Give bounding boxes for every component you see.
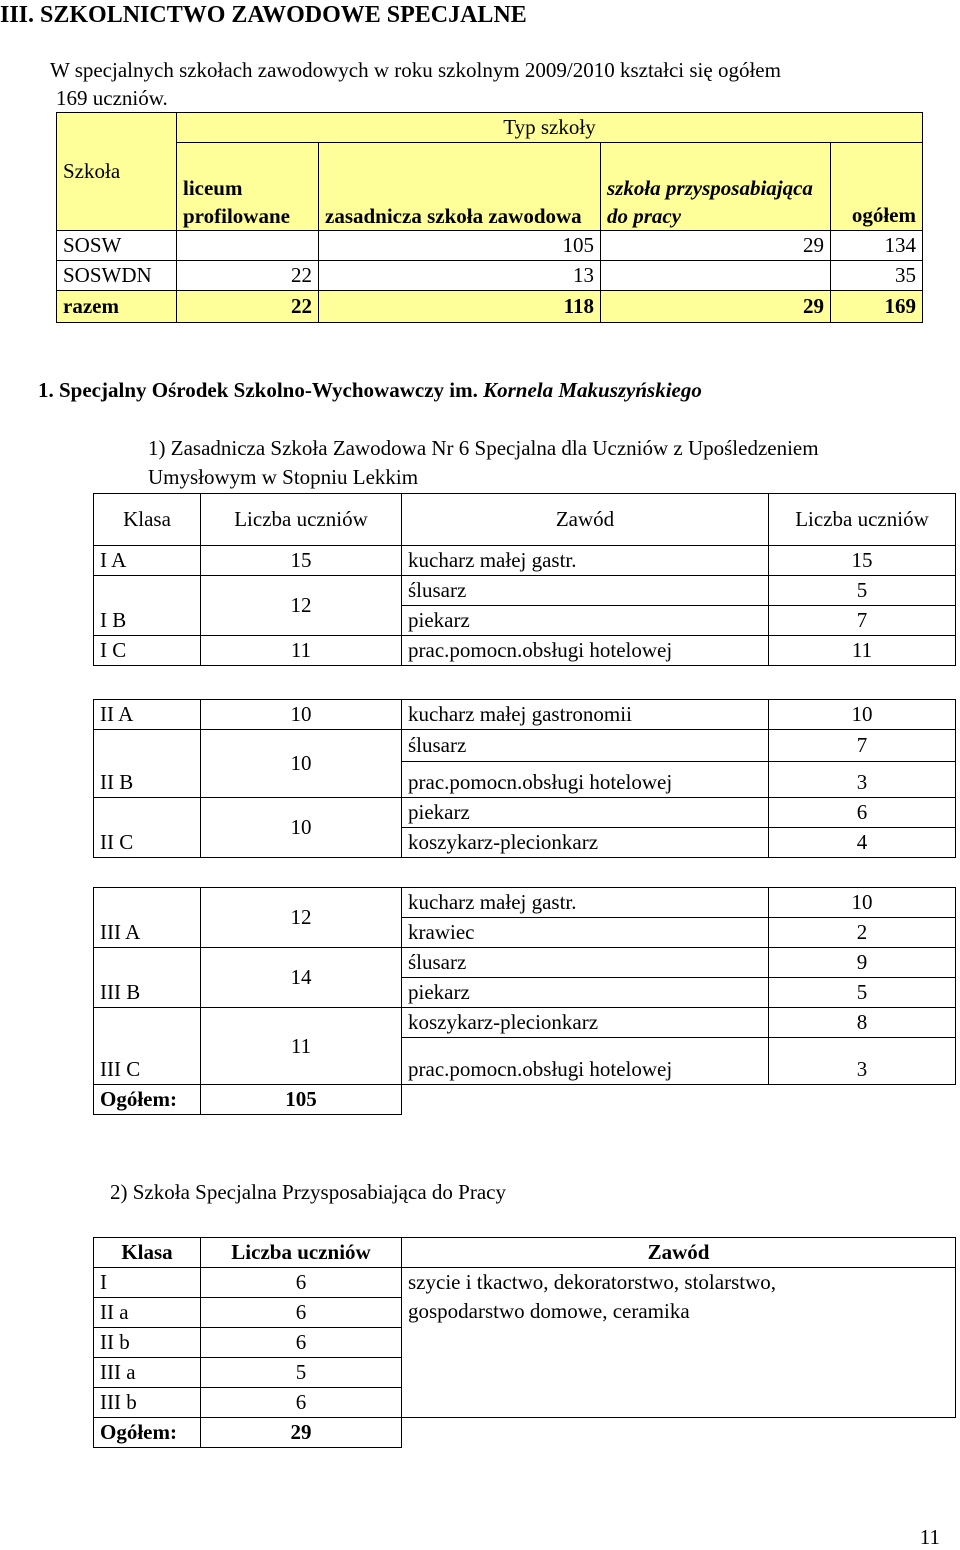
zsz-header-klasa: Klasa (94, 494, 201, 546)
zsz-zawod-liczba: 3 (769, 1038, 956, 1085)
zsz-zawod: piekarz (402, 978, 769, 1008)
page-heading: III. SZKOLNICTWO ZAWODOWE SPECJALNE (0, 2, 527, 28)
ssp-klasa: III b (94, 1388, 201, 1418)
ssp-liczba: 5 (201, 1358, 402, 1388)
zsz-liczba: 12 (201, 576, 402, 636)
zsz-zawod-liczba: 7 (769, 730, 956, 762)
zsz-zawod: piekarz (402, 606, 769, 636)
zsz-klasa: III B (94, 948, 201, 1008)
zsz-table-year-2 (93, 699, 956, 858)
zsz-klasa: II A (94, 700, 201, 730)
ssp-klasa: II a (94, 1298, 201, 1328)
zsz-liczba: 12 (201, 888, 402, 948)
zsz-zawod-liczba: 10 (769, 888, 956, 918)
zsz-klasa: III A (94, 888, 201, 948)
zsz-zawod-liczba: 8 (769, 1008, 956, 1038)
summary-cell (177, 231, 319, 261)
zsz-zawod: prac.pomocn.obsługi hotelowej (402, 636, 769, 666)
zsz-zawod-liczba: 10 (769, 700, 956, 730)
summary-cell: 105 (319, 231, 601, 261)
summary-header-liceum: liceum profilowane (177, 143, 319, 231)
ssp-liczba: 6 (201, 1298, 402, 1328)
zsz-liczba: 11 (201, 636, 402, 666)
zsz-header-liczba-2: Liczba uczniów (769, 494, 956, 546)
summary-cell: 29 (601, 231, 831, 261)
summary-header-zsz: zasadnicza szkoła zawodowa (319, 143, 601, 231)
zsz-zawod-liczba: 5 (769, 576, 956, 606)
zsz-zawod: ślusarz (402, 730, 769, 762)
summary-row-name: razem (57, 291, 177, 323)
ssp-klasa: III a (94, 1358, 201, 1388)
summary-header-szp: szkoła przysposabiająca do pracy (601, 143, 831, 231)
subsection-2-title: 2) Szkoła Specjalna Przysposabiająca do Pracy (110, 1180, 506, 1204)
zsz-zawod: ślusarz (402, 948, 769, 978)
ssp-header-klasa: Klasa (94, 1238, 201, 1268)
zsz-zawod-liczba: 2 (769, 918, 956, 948)
zsz-zawod: prac.pomocn.obsługi hotelowej (402, 762, 769, 798)
zsz-liczba: 11 (201, 1008, 402, 1085)
zsz-klasa: I C (94, 636, 201, 666)
ssp-zawod (402, 1268, 956, 1418)
zsz-zawod-liczba: 7 (769, 606, 956, 636)
zsz-zawod-liczba: 5 (769, 978, 956, 1008)
section-1-title-plain: 1. Specjalny Ośrodek Szkolno-Wychowawczy im. (38, 378, 484, 402)
intro-line-1: W specjalnych szkołach zawodowych w roku szkolnym 2009/2010 kształci się ogółem (50, 58, 781, 82)
ssp-total: 29 (201, 1418, 402, 1448)
zsz-zawod: kucharz małej gastronomii (402, 700, 769, 730)
zsz-klasa: II B (94, 730, 201, 798)
summary-cell: 134 (831, 231, 923, 261)
zsz-zawod-liczba: 11 (769, 636, 956, 666)
zsz-klasa: I A (94, 546, 201, 576)
ssp-zawod-line-2: gospodarstwo domowe, ceramika (408, 1299, 690, 1323)
zsz-table-year-1 (93, 493, 956, 666)
zsz-zawod-liczba: 15 (769, 546, 956, 576)
summary-cell: 22 (177, 261, 319, 291)
zsz-zawod: krawiec (402, 918, 769, 948)
section-1-title (38, 378, 702, 403)
zsz-zawod-liczba: 3 (769, 762, 956, 798)
page-number: 11 (919, 1525, 940, 1549)
summary-cell: 13 (319, 261, 601, 291)
ssp-liczba: 6 (201, 1388, 402, 1418)
zsz-zawod: koszykarz-plecionkarz (402, 1008, 769, 1038)
ssp-zawod-line-1: szycie i tkactwo, dekoratorstwo, stolarstwo, (408, 1270, 776, 1294)
zsz-liczba: 15 (201, 546, 402, 576)
summary-cell: 169 (831, 291, 923, 323)
zsz-liczba: 10 (201, 798, 402, 858)
summary-header-typ: Typ szkoły (177, 113, 923, 143)
zsz-total: 105 (201, 1085, 402, 1115)
zsz-header-zawod: Zawód (402, 494, 769, 546)
summary-table (56, 112, 923, 323)
ssp-header-zawod: Zawód (402, 1238, 956, 1268)
zsz-zawod: piekarz (402, 798, 769, 828)
zsz-zawod: prac.pomocn.obsługi hotelowej (402, 1038, 769, 1085)
zsz-zawod-liczba: 9 (769, 948, 956, 978)
summary-cell (601, 261, 831, 291)
summary-row-name: SOSW (57, 231, 177, 261)
ssp-liczba: 6 (201, 1268, 402, 1298)
zsz-zawod-liczba: 4 (769, 828, 956, 858)
zsz-liczba: 14 (201, 948, 402, 1008)
zsz-table-year-3 (93, 887, 956, 1115)
zsz-klasa: III C (94, 1008, 201, 1085)
zsz-klasa: I B (94, 576, 201, 636)
ssp-klasa: II b (94, 1328, 201, 1358)
summary-cell: 118 (319, 291, 601, 323)
ssp-total-label: Ogółem: (94, 1418, 201, 1448)
ssp-liczba: 6 (201, 1328, 402, 1358)
intro-line-2: 169 uczniów. (56, 86, 168, 110)
ssp-table (93, 1237, 956, 1448)
summary-cell: 22 (177, 291, 319, 323)
section-1-title-italic: Kornela Makuszyńskiego (483, 378, 702, 402)
zsz-zawod: ślusarz (402, 576, 769, 606)
summary-cell: 29 (601, 291, 831, 323)
ssp-klasa: I (94, 1268, 201, 1298)
summary-header-ogolem: ogółem (831, 143, 923, 231)
zsz-liczba: 10 (201, 700, 402, 730)
zsz-zawod-liczba: 6 (769, 798, 956, 828)
zsz-zawod: kucharz małej gastr. (402, 546, 769, 576)
subsection-1-line-2: Umysłowym w Stopniu Lekkim (148, 465, 419, 489)
summary-header-szkola: Szkoła (57, 113, 177, 231)
zsz-liczba: 10 (201, 730, 402, 798)
subsection-1-line-1: 1) Zasadnicza Szkoła Zawodowa Nr 6 Specjalna dla Uczniów z Upośledzeniem (148, 436, 819, 460)
zsz-klasa: II C (94, 798, 201, 858)
zsz-zawod: koszykarz-plecionkarz (402, 828, 769, 858)
zsz-zawod: kucharz małej gastr. (402, 888, 769, 918)
zsz-total-label: Ogółem: (94, 1085, 201, 1115)
summary-row-name: SOSWDN (57, 261, 177, 291)
zsz-header-liczba: Liczba uczniów (201, 494, 402, 546)
ssp-header-liczba: Liczba uczniów (201, 1238, 402, 1268)
summary-cell: 35 (831, 261, 923, 291)
